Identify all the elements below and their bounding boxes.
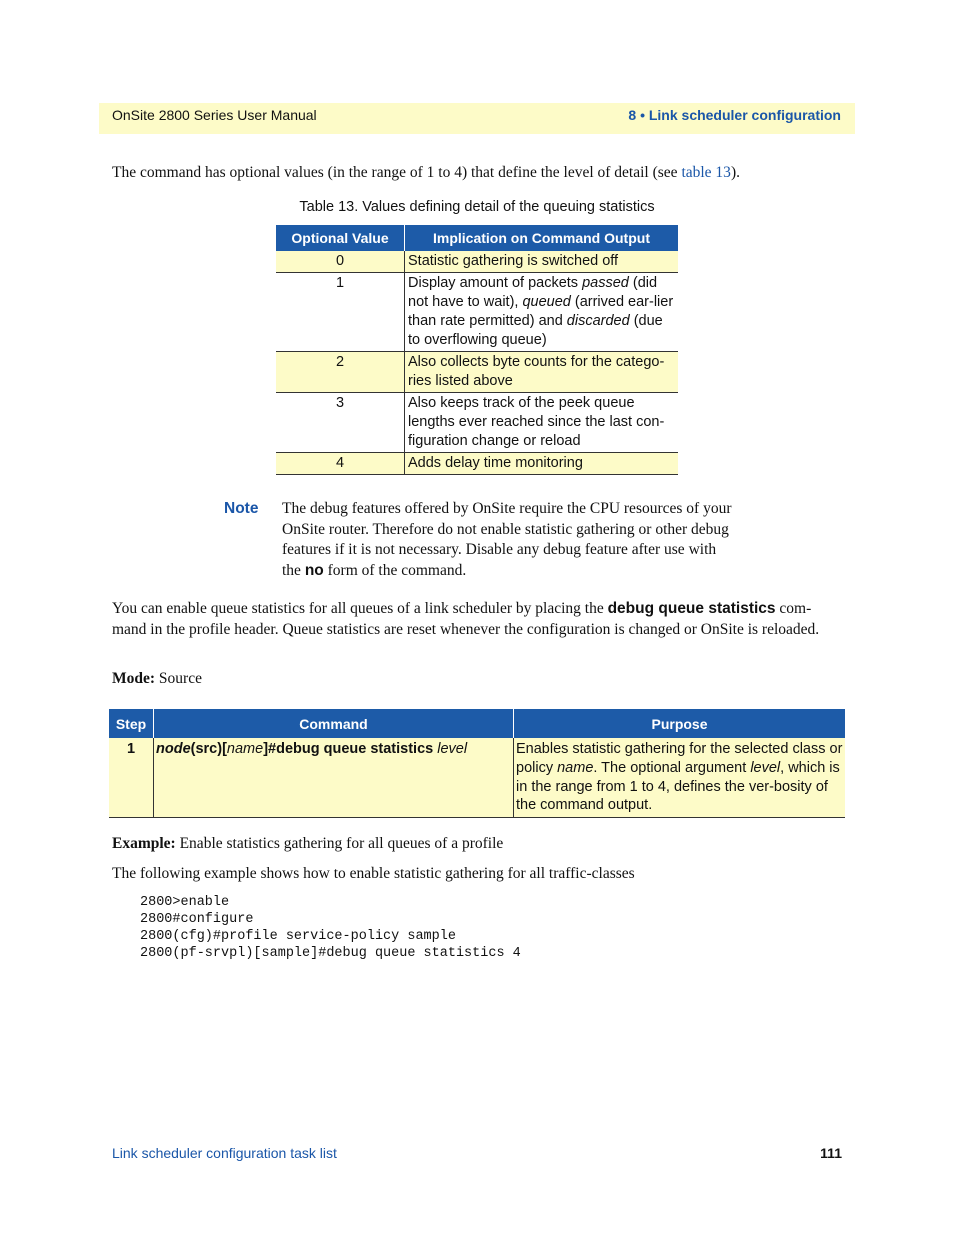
code-block (140, 894, 521, 962)
command-cell: node(src)[name]#debug queue statistics level (154, 738, 514, 818)
table-13 (276, 225, 678, 475)
step-number: 1 (109, 738, 154, 818)
intro-paragraph: The command has optional values (in the range of 1 to 4) that define the level of detail (see table 13). (112, 164, 740, 181)
code-line: 2800#configure (140, 912, 254, 927)
table-header-row (276, 225, 678, 251)
mode-line: Mode: Source (112, 670, 202, 687)
table-row: 2 Also collects byte counts for the catego-ries listed above (276, 352, 678, 393)
table-13-link[interactable]: table 13 (681, 164, 731, 181)
table-row: 0 Statistic gathering is switched off (276, 251, 678, 273)
footer-section-link[interactable]: Link scheduler configuration task list (112, 1145, 337, 1161)
code-line: 2800(pf-srvpl)[sample]#debug queue statistics 4 (140, 946, 521, 961)
code-line: 2800(cfg)#profile service-policy sample (140, 929, 456, 944)
table-row: 1 Display amount of packets passed (did not have to wait), queued (arrived ear-lier than rate permitted) and discarded (due to overflowing queue) (276, 273, 678, 352)
queue-statistics-paragraph: You can enable queue statistics for all queues of a link scheduler by placing the debug queue statistics com-mand in the profile header. Queue statistics are reset whenever the configuration is changed or OnSite is reloaded. (112, 600, 820, 638)
table-row: 3 Also keeps track of the peek queue lengths ever reached since the last con-figuration change or reload (276, 393, 678, 453)
col-header-purpose: Purpose (514, 709, 846, 738)
note-text: The debug features offered by OnSite require the CPU resources of your OnSite router. Therefore do not enable statistic gathering or other debug features if it is not necessary. Disable any debug feature after use with the no form of the command. (282, 500, 732, 579)
table-row (109, 738, 845, 818)
col-header-step: Step (109, 709, 154, 738)
col-header-optional-value: Optional Value (276, 225, 405, 251)
example-line: Example: Enable statistics gathering for all queues of a profile (112, 835, 504, 852)
table-13-caption: Table 13. Values defining detail of the queuing statistics (299, 199, 655, 215)
page-header (99, 103, 855, 134)
code-line: 2800>enable (140, 895, 230, 910)
page-number: 111 (820, 1145, 842, 1161)
col-header-implication: Implication on Command Output (405, 225, 679, 251)
chapter-title: 8 • Link scheduler configuration (628, 107, 841, 123)
example-description: The following example shows how to enable statistic gathering for all traffic-classes (112, 865, 635, 882)
step-table-header (109, 709, 845, 738)
col-header-command: Command (154, 709, 514, 738)
note-label: Note (224, 500, 259, 517)
table-row: 4 Adds delay time monitoring (276, 453, 678, 475)
purpose-cell: Enables statistic gathering for the selected class or policy name. The optional argument level, which is in the range from 1 to 4, defines the ver-bosity of the command output. (514, 738, 846, 818)
step-table (109, 709, 845, 818)
manual-title: OnSite 2800 Series User Manual (112, 107, 317, 123)
